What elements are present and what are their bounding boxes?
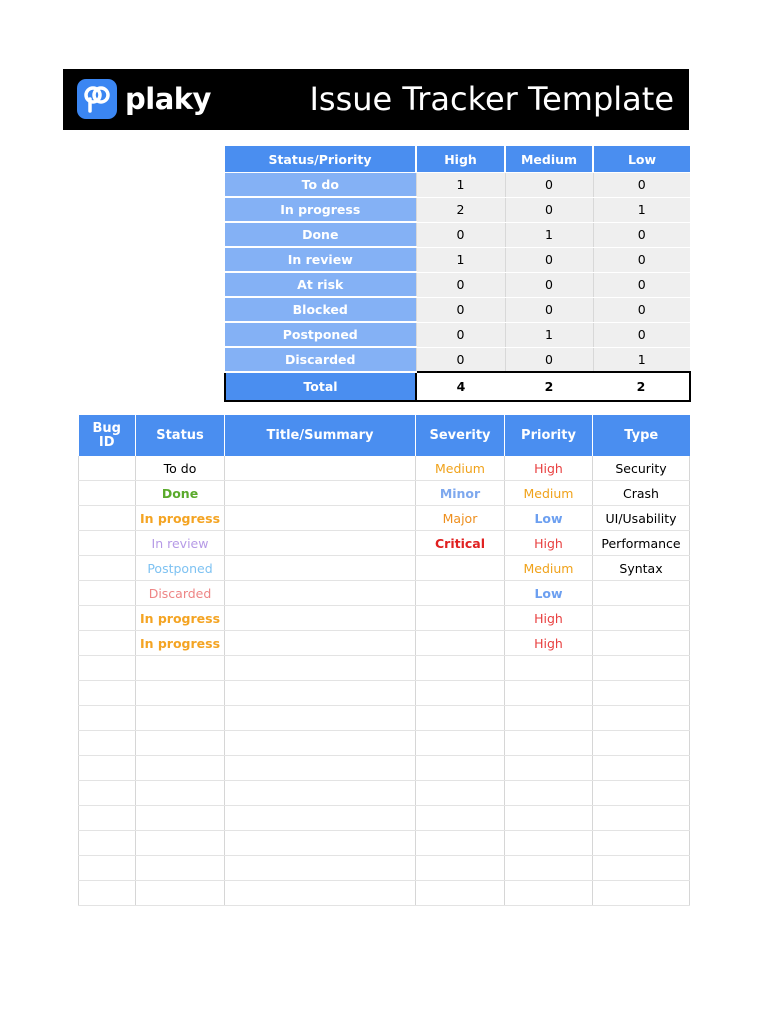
bug-id-cell[interactable] (79, 656, 136, 681)
title-cell[interactable] (225, 756, 416, 781)
bug-id-cell[interactable] (79, 681, 136, 706)
title-cell[interactable] (225, 706, 416, 731)
summary-row (225, 247, 690, 272)
summary-row (225, 173, 690, 198)
title-cell[interactable] (225, 581, 416, 606)
summary-row (225, 197, 690, 222)
type-cell[interactable] (593, 831, 690, 856)
summary-cell-low[interactable]: 0 (593, 222, 690, 247)
type-cell[interactable]: Security (593, 456, 690, 481)
table-row (79, 481, 690, 506)
summary-cell-medium[interactable]: 0 (505, 347, 593, 372)
priority-cell[interactable] (505, 731, 593, 756)
table-row (79, 681, 690, 706)
bug-id-cell[interactable] (79, 506, 136, 531)
table-row (79, 756, 690, 781)
priority-cell[interactable]: High (505, 456, 593, 481)
table-row (79, 631, 690, 656)
table-row (79, 606, 690, 631)
severity-cell[interactable]: Major (416, 506, 505, 531)
summary-cell-medium[interactable]: 0 (505, 297, 593, 322)
type-cell[interactable] (593, 606, 690, 631)
table-row (79, 781, 690, 806)
summary-row-label: To do (225, 173, 416, 198)
summary-cell-low[interactable]: 1 (593, 197, 690, 222)
table-row (79, 656, 690, 681)
summary-row-label: In review (225, 247, 416, 272)
summary-cell-high[interactable]: 2 (416, 197, 505, 222)
status-cell[interactable]: In progress (136, 506, 225, 531)
status-cell[interactable] (136, 831, 225, 856)
severity-cell[interactable] (416, 631, 505, 656)
bug-id-cell[interactable] (79, 456, 136, 481)
severity-cell[interactable] (416, 781, 505, 806)
bug-id-cell[interactable] (79, 806, 136, 831)
priority-cell[interactable] (505, 681, 593, 706)
summary-row (225, 297, 690, 322)
summary-header-high: High (416, 146, 505, 173)
status-cell[interactable] (136, 806, 225, 831)
title-cell[interactable] (225, 656, 416, 681)
summary-row-label: At risk (225, 272, 416, 297)
bug-id-cell[interactable] (79, 781, 136, 806)
issues-header-row (79, 415, 690, 456)
severity-cell[interactable] (416, 656, 505, 681)
severity-cell[interactable] (416, 581, 505, 606)
status-cell[interactable] (136, 856, 225, 881)
severity-cell[interactable]: Minor (416, 481, 505, 506)
table-row (79, 556, 690, 581)
summary-row-label: Done (225, 222, 416, 247)
plaky-logo-icon (77, 79, 117, 119)
status-cell[interactable] (136, 781, 225, 806)
priority-cell[interactable]: Medium (505, 556, 593, 581)
header-banner (63, 69, 689, 130)
priority-cell[interactable]: Low (505, 581, 593, 606)
status-cell[interactable] (136, 731, 225, 756)
summary-cell-low[interactable]: 1 (593, 347, 690, 372)
type-cell[interactable]: Syntax (593, 556, 690, 581)
issues-header-severity: Severity (416, 415, 505, 456)
severity-cell[interactable] (416, 831, 505, 856)
bug-id-cell[interactable] (79, 881, 136, 906)
table-row (79, 531, 690, 556)
severity-cell[interactable] (416, 806, 505, 831)
severity-cell[interactable] (416, 731, 505, 756)
severity-cell[interactable] (416, 881, 505, 906)
summary-cell-medium[interactable]: 0 (505, 173, 593, 198)
summary-row-label: Discarded (225, 347, 416, 372)
priority-cell[interactable]: High (505, 631, 593, 656)
bug-id-cell[interactable] (79, 631, 136, 656)
summary-cell-low[interactable]: 0 (593, 247, 690, 272)
summary-cell-low[interactable]: 0 (593, 322, 690, 347)
status-cell[interactable]: In progress (136, 606, 225, 631)
title-cell[interactable] (225, 631, 416, 656)
status-cell[interactable]: Postponed (136, 556, 225, 581)
summary-row-label: Postponed (225, 322, 416, 347)
priority-cell[interactable] (505, 806, 593, 831)
table-row (79, 806, 690, 831)
summary-row-label: In progress (225, 197, 416, 222)
type-cell[interactable] (593, 706, 690, 731)
summary-cell-medium[interactable]: 0 (505, 272, 593, 297)
brand-name: plaky (125, 82, 211, 116)
issues-header-type: Type (593, 415, 690, 456)
status-cell[interactable]: Discarded (136, 581, 225, 606)
priority-cell[interactable]: Medium (505, 481, 593, 506)
bug-id-cell[interactable] (79, 606, 136, 631)
title-cell[interactable] (225, 556, 416, 581)
severity-cell[interactable]: Medium (416, 456, 505, 481)
summary-row (225, 222, 690, 247)
bug-id-cell[interactable] (79, 481, 136, 506)
title-cell[interactable] (225, 506, 416, 531)
status-cell[interactable]: In review (136, 531, 225, 556)
title-cell[interactable] (225, 731, 416, 756)
summary-total-medium: 2 (505, 372, 593, 401)
status-cell[interactable] (136, 881, 225, 906)
priority-cell[interactable] (505, 856, 593, 881)
summary-row (225, 322, 690, 347)
severity-cell[interactable]: Critical (416, 531, 505, 556)
type-cell[interactable] (593, 631, 690, 656)
bug-id-cell[interactable] (79, 831, 136, 856)
title-cell[interactable] (225, 856, 416, 881)
summary-cell-low[interactable]: 0 (593, 272, 690, 297)
summary-total-low: 2 (593, 372, 690, 401)
status-cell[interactable]: To do (136, 456, 225, 481)
type-cell[interactable]: Crash (593, 481, 690, 506)
status-cell[interactable]: In progress (136, 631, 225, 656)
table-row (79, 731, 690, 756)
type-cell[interactable] (593, 656, 690, 681)
table-row (79, 581, 690, 606)
bug-id-cell[interactable] (79, 731, 136, 756)
summary-cell-high[interactable]: 1 (416, 247, 505, 272)
status-cell[interactable] (136, 681, 225, 706)
priority-cell[interactable] (505, 706, 593, 731)
type-cell[interactable] (593, 806, 690, 831)
summary-header-medium: Medium (505, 146, 593, 173)
issues-table (78, 415, 690, 906)
priority-cell[interactable] (505, 831, 593, 856)
summary-header-low: Low (593, 146, 690, 173)
title-cell[interactable] (225, 531, 416, 556)
bug-id-cell[interactable] (79, 706, 136, 731)
summary-cell-low[interactable]: 0 (593, 173, 690, 198)
summary-cell-low[interactable]: 0 (593, 297, 690, 322)
summary-cell-medium[interactable]: 1 (505, 322, 593, 347)
table-row (79, 881, 690, 906)
title-cell[interactable] (225, 881, 416, 906)
summary-cell-high[interactable]: 0 (416, 347, 505, 372)
bug-id-cell[interactable] (79, 856, 136, 881)
title-cell[interactable] (225, 606, 416, 631)
priority-cell[interactable] (505, 756, 593, 781)
summary-cell-high[interactable]: 0 (416, 322, 505, 347)
table-row (79, 856, 690, 881)
priority-cell[interactable] (505, 656, 593, 681)
table-row (79, 831, 690, 856)
severity-cell[interactable] (416, 606, 505, 631)
summary-total-high: 4 (416, 372, 505, 401)
summary-row (225, 272, 690, 297)
type-cell[interactable] (593, 731, 690, 756)
title-cell[interactable] (225, 831, 416, 856)
bug-id-cell[interactable] (79, 531, 136, 556)
summary-header-status-priority: Status/Priority (225, 146, 416, 173)
title-cell[interactable] (225, 481, 416, 506)
issues-header-status: Status (136, 415, 225, 456)
type-cell[interactable] (593, 681, 690, 706)
summary-cell-medium[interactable]: 1 (505, 222, 593, 247)
table-row (79, 456, 690, 481)
issues-header-priority: Priority (505, 415, 593, 456)
severity-cell[interactable] (416, 681, 505, 706)
severity-cell[interactable] (416, 556, 505, 581)
title-cell[interactable] (225, 806, 416, 831)
type-cell[interactable] (593, 581, 690, 606)
table-row (79, 706, 690, 731)
type-cell[interactable] (593, 756, 690, 781)
status-cell[interactable]: Done (136, 481, 225, 506)
summary-cell-high[interactable]: 1 (416, 173, 505, 198)
title-cell[interactable] (225, 456, 416, 481)
priority-cell[interactable] (505, 881, 593, 906)
title-cell[interactable] (225, 681, 416, 706)
severity-cell[interactable] (416, 706, 505, 731)
bug-id-cell[interactable] (79, 756, 136, 781)
status-cell[interactable] (136, 706, 225, 731)
summary-cell-high[interactable]: 0 (416, 222, 505, 247)
type-cell[interactable]: Performance (593, 531, 690, 556)
priority-cell[interactable]: High (505, 531, 593, 556)
severity-cell[interactable] (416, 756, 505, 781)
issues-header-bug-id: Bug ID (79, 415, 136, 456)
summary-total-row (225, 372, 690, 401)
bug-id-cell[interactable] (79, 556, 136, 581)
type-cell[interactable] (593, 881, 690, 906)
priority-cell[interactable]: Low (505, 506, 593, 531)
summary-row-label: Blocked (225, 297, 416, 322)
summary-cell-high[interactable]: 0 (416, 272, 505, 297)
type-cell[interactable] (593, 781, 690, 806)
summary-header-row (225, 146, 690, 173)
priority-cell[interactable]: High (505, 606, 593, 631)
page-title: Issue Tracker Template (309, 80, 674, 118)
table-row (79, 506, 690, 531)
summary-row (225, 347, 690, 372)
summary-total-label: Total (225, 372, 416, 401)
status-priority-summary-table (224, 146, 691, 402)
priority-cell[interactable] (505, 781, 593, 806)
severity-cell[interactable] (416, 856, 505, 881)
summary-cell-medium[interactable]: 0 (505, 197, 593, 222)
type-cell[interactable] (593, 856, 690, 881)
summary-cell-high[interactable]: 0 (416, 297, 505, 322)
summary-cell-medium[interactable]: 0 (505, 247, 593, 272)
status-cell[interactable] (136, 756, 225, 781)
issues-header-title: Title/Summary (225, 415, 416, 456)
bug-id-cell[interactable] (79, 581, 136, 606)
type-cell[interactable]: UI/Usability (593, 506, 690, 531)
title-cell[interactable] (225, 781, 416, 806)
status-cell[interactable] (136, 656, 225, 681)
